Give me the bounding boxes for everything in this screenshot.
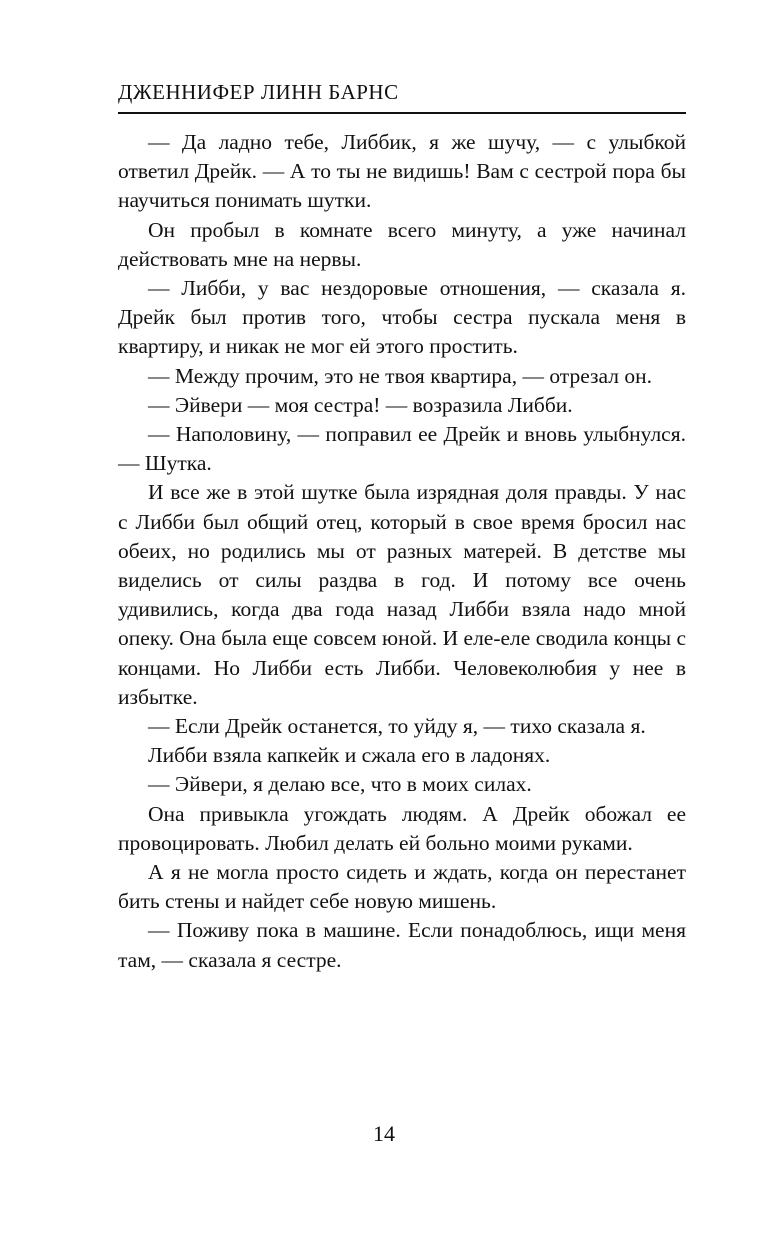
body-text [118, 128, 686, 975]
paragraph: — Наполовину, — поправил ее Дрейк и вновь улыбнулся. — Шутка. [118, 422, 686, 476]
paragraph: И все же в этой шутке была изрядная доля правды. У нас с Либби был общий отец, который в свое время бросил нас обеих, но родились мы от разных матерей. В детстве мы виделись от силы раздва в год. И потому все очень удивились, когда два года назад Либби взяла надо мной опеку. Она была еще совсем юной. И еле-еле сводила концы с концами. Но Либби есть Либби. Человеколюбия у нее в избытке. [118, 480, 686, 709]
paragraph: — Если Дрейк останется, то уйду я, — тихо сказала я. [148, 714, 646, 739]
page-number: 14 [373, 1121, 395, 1146]
paragraph: — Эйвери — моя сестра! — возразила Либби. [148, 392, 573, 417]
paragraph: — Между прочим, это не твоя квартира, — отрезал он. [148, 363, 652, 388]
paragraph: Она привыкла угождать людям. А Дрейк обожал ее провоцировать. Любил делать ей больно моими руками. [118, 801, 686, 855]
paragraph: — Эйвери, я делаю все, что в моих силах. [148, 772, 532, 797]
paragraph: А я не могла просто сидеть и ждать, когда он перестанет бить стены и найдет себе новую мишень. [118, 860, 686, 914]
running-head-author: ДЖЕННИФЕР ЛИНН БАРНС [118, 78, 686, 114]
paragraph: Либби взяла капкейк и сжала его в ладонях. [148, 743, 551, 768]
book-page [118, 78, 686, 975]
paragraph: — Либби, у вас нездоровые отношения, — сказала я. Дрейк был против того, чтобы сестра пускала меня в квартиру, и никак не мог ей этого простить. [118, 276, 686, 359]
paragraph: Он пробыл в комнате всего минуту, а уже начинал действовать мне на нервы. [118, 217, 686, 271]
paragraph: — Поживу пока в машине. Если понадоблюсь, ищи меня там, — сказала я сестре. [118, 918, 686, 972]
paragraph: — Да ладно тебе, Либбик, я же шучу, — с улыбкой ответил Дрейк. — А то ты не видишь! Вам с сестрой пора бы научиться понимать шутки. [118, 130, 686, 213]
